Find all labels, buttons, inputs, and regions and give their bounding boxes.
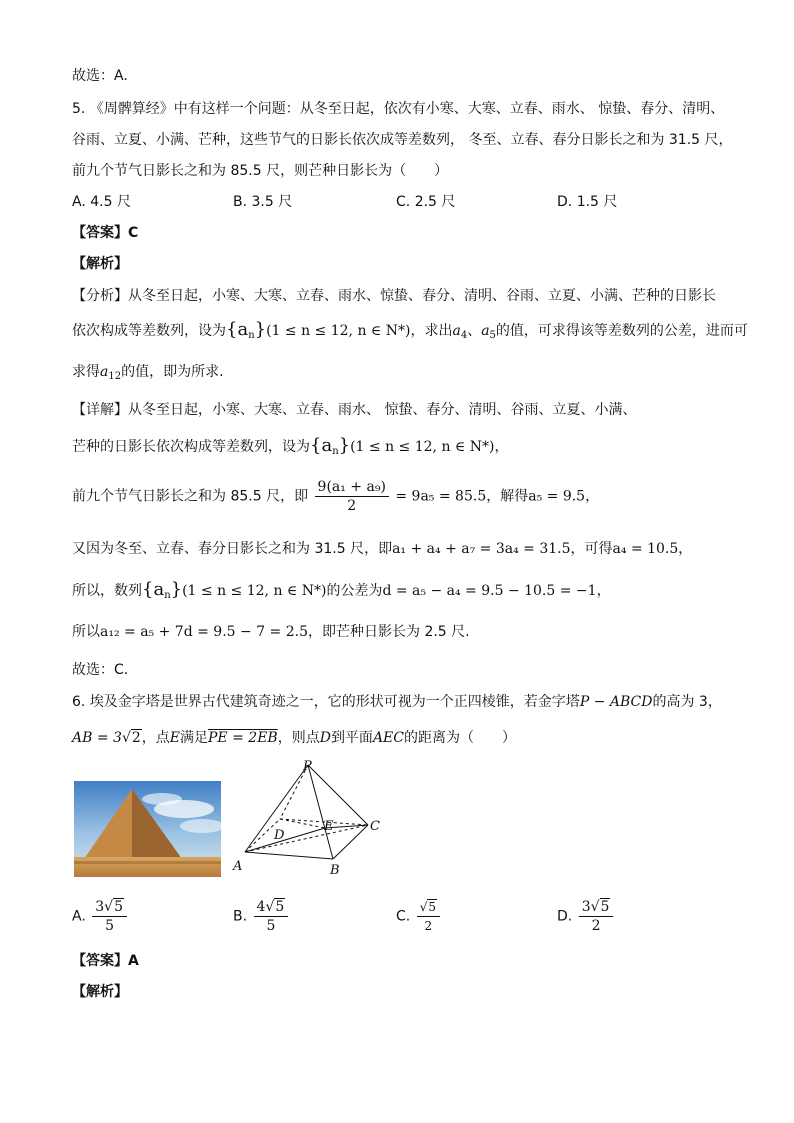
option-fraction: $\frac{3√5}{5}$ <box>92 898 127 935</box>
choose-answer-a: 故选：A. <box>72 68 128 84</box>
fraction: $\frac{\text{9(a₁ + a₉)}}{2}$ <box>315 478 389 515</box>
q5-step2: 又因为冬至、立春、春分日影长之和为 31.5 尺，即a₁ + a₄ + a₇ = 3a₄ = 31.5，可得a₄ = 10.5， <box>72 541 693 557</box>
q5-xiangjie-line1: 【详解】从冬至日起，小寒、大寒、立春、雨水、 惊蛰、春分、清明、谷雨、立夏、小满、 <box>72 402 637 418</box>
q6-option-d[interactable] <box>557 898 615 935</box>
q5-option-c[interactable] <box>396 192 455 212</box>
q5-step3: 所以，数列$\{a_n\}(1 \le n \le 12$, n ∈ N*)的公差为d = a₅ − a₄ = 9.5 − 10.5 = −1， <box>72 579 611 601</box>
edge-bc <box>333 825 368 859</box>
option-label: B. <box>233 908 248 925</box>
pyramid-diagram <box>228 757 388 879</box>
option-label: D. <box>557 908 573 925</box>
q5-option-a[interactable] <box>72 192 131 212</box>
edge-pb <box>308 765 333 859</box>
q6-stem-line2: AB = 3√2，点E满足PE = 2EB，则点D到平面AEC的距离为（ ） <box>72 730 516 746</box>
option-label: C. <box>396 908 411 925</box>
option-fraction: $\frac{4√5}{5}$ <box>254 898 289 935</box>
q5-answer: 【答案】C <box>72 225 139 241</box>
option-fraction: $\frac{√5}{2}$ <box>417 898 440 935</box>
q6-option-c[interactable] <box>396 898 442 935</box>
option-label: C. <box>396 194 411 210</box>
q5-analysis-heading: 【解析】 <box>72 256 128 272</box>
option-label: B. <box>233 194 248 210</box>
choose-answer-c: 故选：C. <box>72 662 129 678</box>
q5-stem-line1: 5. 《周髀算经》中有这样一个问题：从冬至日起，依次有小寒、大寒、立春、雨水、 惊蛰、春分、清明、 <box>72 101 725 117</box>
q5-xiangjie-line2: 芒种的日影长依次构成等差数列，设为$\{a_n\}(1 \le n \le 12$, n ∈ N*)， <box>72 435 509 457</box>
edge-ab <box>245 852 333 859</box>
q5-fenxi-line3: 求得$a_{12}$的值，即为所求. <box>72 364 224 382</box>
edge-pc <box>308 765 368 825</box>
q5-stem-line2: 谷雨、立夏、小满、芒种，这些节气的日影长依次成等差数列， 冬至、立春、春分日影长之和为 31.5 尺， <box>72 132 733 148</box>
q6-answer: 【答案】A <box>72 953 139 969</box>
segment-de <box>280 819 325 828</box>
label-p: P <box>303 759 312 774</box>
diagonal-ac <box>245 825 368 852</box>
option-fraction: $\frac{3√5}{2}$ <box>579 898 614 935</box>
label-a: A <box>233 859 243 874</box>
q6-analysis-heading: 【解析】 <box>72 984 128 1000</box>
q6-option-b[interactable] <box>233 898 290 935</box>
q5-fenxi-line2: 依次构成等差数列，设为$\{a_n\}(1 \le n \le 12$, n ∈ N*)，求出$a_4$、$a_5$的值，可求得该等差数列的公差，进而可 <box>72 319 748 341</box>
q5-step4: 所以a₁₂ = a₅ + 7d = 9.5 − 7 = 2.5，即芒种日影长为 2.5 尺. <box>72 624 470 640</box>
q6-stem-line1: 6. 埃及金字塔是世界古代建筑奇迹之一，它的形状可视为一个正四棱锥，若金字塔P − ABCD的高为 3， <box>72 694 722 710</box>
option-label: A. <box>72 194 86 210</box>
option-value: 1.5 尺 <box>576 194 618 210</box>
pyramid-photo <box>74 781 221 877</box>
q5-stem-line3: 前九个节气日影长之和为 85.5 尺，则芒种日影长为（ ） <box>72 163 449 179</box>
q5-fenxi-line1: 【分析】从冬至日起，小寒、大寒、立春、雨水、惊蛰、春分、清明、谷雨、立夏、小满、芒种的日影长 <box>72 288 716 304</box>
label-c: C <box>370 819 380 834</box>
option-label: A. <box>72 908 86 925</box>
option-value: 2.5 尺 <box>414 194 456 210</box>
label-e: E <box>324 819 334 834</box>
segment-ae <box>245 828 325 852</box>
q6-option-a[interactable] <box>72 898 129 935</box>
label-b: B <box>330 863 340 878</box>
q5-option-d[interactable] <box>557 192 617 212</box>
q5-step1: 前九个节气日影长之和为 85.5 尺，即 $\frac{\text{9(a₁ + a₉)}}{2}$ = 9a₅ = 85.5，解得a₅ = 9.5， <box>72 479 600 514</box>
q5-option-b[interactable] <box>233 192 292 212</box>
option-value: 4.5 尺 <box>90 194 131 210</box>
label-d: D <box>274 828 285 843</box>
option-value: 3.5 尺 <box>251 194 293 210</box>
option-label: D. <box>557 194 573 210</box>
